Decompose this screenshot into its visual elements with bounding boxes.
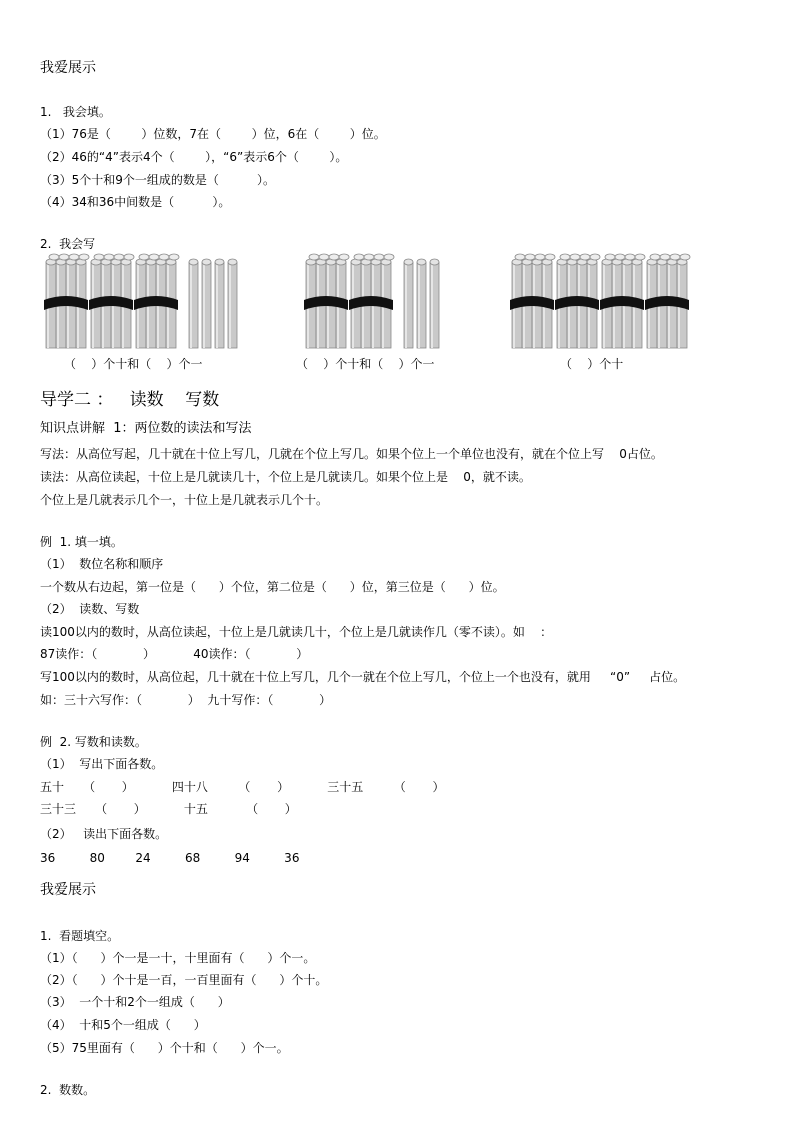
stick-end (124, 254, 134, 260)
single-stick (404, 259, 413, 348)
fill-item: （3） 一个十和2个一组成（ ） (40, 995, 230, 1009)
fill-item: （1）76是（ ）位数，7在（ ）位，6在（ ）位。 (40, 127, 386, 141)
stick-highlight (216, 262, 218, 348)
stick-end (404, 259, 413, 265)
stick-highlight (203, 262, 205, 348)
explanation-line: 个位上是几就表示几个一，十位上是几就表示几个十。 (40, 493, 329, 507)
ten-stick-bundle (44, 254, 89, 348)
fill-item: （4）34和36中间数是（ ）。 (40, 195, 231, 209)
ten-stick-bundle (555, 254, 600, 348)
stick-end (384, 254, 394, 260)
stick-end (374, 254, 384, 260)
example-line: （2） 读数、写数 (40, 602, 140, 616)
stick-end (570, 254, 580, 260)
stick-end (169, 254, 179, 260)
stick-end (580, 254, 590, 260)
ten-stick-bundle (510, 254, 555, 348)
example-title: 例 2. 写数和读数。 (40, 735, 147, 749)
question-title: 2. 数数。 (40, 1083, 96, 1097)
stick-highlight (418, 262, 420, 348)
stick-end (625, 254, 635, 260)
stick-end (615, 254, 625, 260)
stick-end (590, 254, 600, 260)
stick-end (635, 254, 645, 260)
section-title: 我爱展示 (40, 60, 96, 76)
stick-end (670, 254, 680, 260)
example-line: 三十三 （ ） 十五 （ ） (40, 802, 297, 816)
ten-stick-bundle (600, 254, 645, 348)
example-line: 写100以内的数时，从高位起，几十就在十位上写几，几个一就在个位上写几，个位上一个也没有，就用 “0” 占位。 (40, 670, 686, 684)
single-stick (417, 259, 426, 348)
stick-end (364, 254, 374, 260)
ten-stick-bundle (304, 254, 349, 348)
fill-item: （5）75里面有（ ）个十和（ ）个一。 (40, 1041, 289, 1055)
stick-end (515, 254, 525, 260)
example-line: 如：三十六写作：（ ） 九十写作：（ ） (40, 693, 332, 707)
stick-highlight (405, 262, 407, 348)
stick-end (650, 254, 660, 260)
stick-end (660, 254, 670, 260)
example-line: 读100以内的数时，从高位读起，十位上是几就读几十，个位上是几就读作几（零不读）。如 ： (40, 625, 553, 639)
example-line: （2） 读出下面各数。 (40, 827, 168, 841)
single-stick (215, 259, 224, 348)
question-title: 1. 我会填。 (40, 105, 111, 119)
section-title: 我爱展示 (40, 882, 96, 898)
stick-end (354, 254, 364, 260)
stick-highlight (229, 262, 231, 348)
stick-end (560, 254, 570, 260)
explanation-line: 写法：从高位写起，几十就在十位上写几，几就在个位上写几。如果个位上一个单位也没有，就在个位上写 0占位。 (40, 447, 663, 461)
example-line: （1） 写出下面各数。 (40, 757, 164, 771)
ten-stick-bundle (89, 254, 134, 348)
stick-end (680, 254, 690, 260)
stick-end (159, 254, 169, 260)
example-line: 36 80 24 68 94 36 (40, 851, 300, 865)
stick-end (535, 254, 545, 260)
stick-end (525, 254, 535, 260)
stick-end (215, 259, 224, 265)
group-caption: （ ）个十和（ ）个一 (296, 357, 435, 371)
stick-end (59, 254, 69, 260)
stick-end (228, 259, 237, 265)
stick-highlight (431, 262, 433, 348)
stick-end (417, 259, 426, 265)
stick-end (309, 254, 319, 260)
explanation-line: 读法：从高位读起，十位上是几就读几十，个位上是几就读几。如果个位上是 0，就不读。 (40, 470, 531, 484)
fill-item: （4） 十和5个一组成（ ） (40, 1018, 206, 1032)
stick-end (79, 254, 89, 260)
single-stick (202, 259, 211, 348)
ten-stick-bundle (134, 254, 179, 348)
stick-end (329, 254, 339, 260)
stick-bundles-figure (0, 0, 794, 360)
single-stick (189, 259, 198, 348)
question-title: 1. 看题填空。 (40, 929, 120, 943)
stick-end (149, 254, 159, 260)
example-line: （1） 数位名称和顺序 (40, 557, 164, 571)
example-line: 五十 （ ） 四十八 （ ） 三十五 （ ） (40, 780, 445, 794)
fill-item: （1）（ ）个一是一十，十里面有（ ）个一。 (40, 951, 316, 965)
stick-end (339, 254, 349, 260)
stick-end (139, 254, 149, 260)
stick-end (545, 254, 555, 260)
stick-end (114, 254, 124, 260)
stick-highlight (190, 262, 192, 348)
fill-item: （3）5个十和9个一组成的数是（ ）。 (40, 173, 276, 187)
ten-stick-bundle (349, 254, 394, 348)
example-title: 例 1. 填一填。 (40, 535, 123, 549)
stick-end (104, 254, 114, 260)
question-title: 2. 我会写 (40, 237, 96, 251)
example-line: 87读作：（ ） 40读作：（ ） (40, 647, 309, 661)
example-line: 一个数从右边起，第一位是（ ）个位，第二位是（ ）位，第三位是（ ）位。 (40, 580, 505, 594)
group-caption: （ ）个十 (560, 357, 624, 371)
stick-end (319, 254, 329, 260)
stick-end (430, 259, 439, 265)
stick-end (189, 259, 198, 265)
guide-title: 导学二 ： 读数 写数 (40, 390, 220, 410)
stick-end (202, 259, 211, 265)
knowledge-point-title: 知识点讲解 1：两位数的读法和写法 (40, 421, 252, 436)
stick-end (49, 254, 59, 260)
stick-end (94, 254, 104, 260)
fill-item: （2）（ ）个十是一百，一百里面有（ ）个十。 (40, 973, 328, 987)
group-caption: （ ）个十和（ ）个一 (64, 357, 203, 371)
ten-stick-bundle (645, 254, 690, 348)
fill-item: （2）46的“4”表示4个（ ），“6”表示6个（ ）。 (40, 150, 348, 164)
single-stick (228, 259, 237, 348)
stick-end (69, 254, 79, 260)
single-stick (430, 259, 439, 348)
stick-end (605, 254, 615, 260)
